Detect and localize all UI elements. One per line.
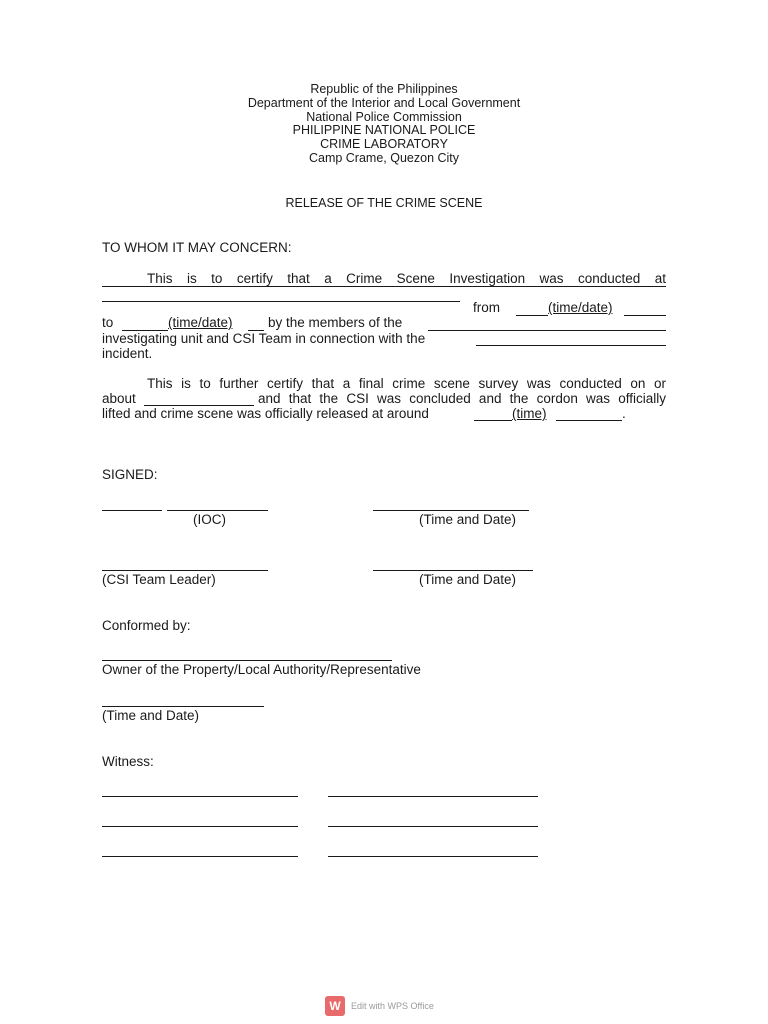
conformed-label: Conformed by:	[102, 618, 191, 633]
blank-line	[428, 330, 666, 331]
from-label: from	[473, 300, 500, 315]
letterhead-line: National Police Commission	[306, 109, 462, 124]
blank-line	[516, 315, 548, 316]
signature-line	[102, 570, 268, 571]
time-and-date-label: (Time and Date)	[102, 708, 200, 723]
witness-line	[102, 856, 298, 857]
csi-team-leader-label: (CSI Team Leader)	[102, 572, 216, 587]
para1-line5: incident.	[102, 346, 153, 361]
signature-line	[373, 570, 533, 571]
blank-line	[556, 420, 622, 421]
para1-line1: This is to certify that a Crime Scene Investigation was conducted at	[147, 271, 666, 286]
signature-line	[167, 510, 268, 511]
time-and-date-label: (Time and Date)	[419, 512, 517, 527]
letterhead-line: Camp Crame, Quezon City	[308, 150, 460, 165]
wps-logo-icon: W	[325, 996, 345, 1016]
blank-line	[624, 315, 666, 316]
witness-line	[328, 826, 538, 827]
blank-line	[476, 345, 666, 346]
signature-line	[102, 510, 162, 511]
para2-line2: and that the CSI was concluded and the cordon was officially	[258, 391, 666, 406]
para1-line4: investigating unit and CSI Team in connection with the	[102, 331, 426, 346]
about-label: about	[102, 391, 136, 406]
para2-line3: lifted and crime scene was officially released at around	[102, 406, 429, 421]
blank-line	[474, 420, 512, 421]
blank-line	[102, 301, 460, 302]
blank-line	[102, 286, 666, 287]
salutation: TO WHOM IT MAY CONCERN:	[102, 240, 292, 255]
signature-line	[373, 510, 529, 511]
witness-line	[102, 826, 298, 827]
document-title: RELEASE OF THE CRIME SCENE	[285, 196, 483, 210]
witness-line	[102, 796, 298, 797]
time-date-label: (time/date)	[168, 315, 233, 330]
letterhead-line: Department of the Interior and Local Government	[247, 95, 521, 110]
to-label: to	[102, 315, 114, 330]
period: .	[622, 406, 626, 421]
witness-line	[328, 856, 538, 857]
ioc-label: (IOC)	[193, 512, 226, 527]
time-and-date-label: (Time and Date)	[419, 572, 517, 587]
wps-watermark[interactable]	[325, 996, 434, 1016]
time-date-label: (time/date)	[548, 300, 613, 315]
letterhead	[0, 83, 768, 166]
witness-line	[328, 796, 538, 797]
para2-line1: This is to further certify that a final crime scene survey was conducted on or	[147, 376, 666, 391]
signature-line	[102, 660, 392, 661]
signature-line	[102, 706, 264, 707]
witness-label: Witness:	[102, 754, 154, 769]
wps-edit-text: Edit with WPS Office	[351, 1001, 434, 1011]
letterhead-line: CRIME LABORATORY	[320, 137, 448, 152]
owner-label: Owner of the Property/Local Authority/Representative	[102, 662, 421, 677]
by-members-label: by the members of the	[268, 315, 403, 330]
letterhead-line: PHILIPPINE NATIONAL POLICE	[292, 123, 476, 138]
time-label: (time)	[512, 406, 547, 421]
letterhead-line: Republic of the Philippines	[310, 82, 458, 96]
signed-label: SIGNED:	[102, 467, 158, 482]
